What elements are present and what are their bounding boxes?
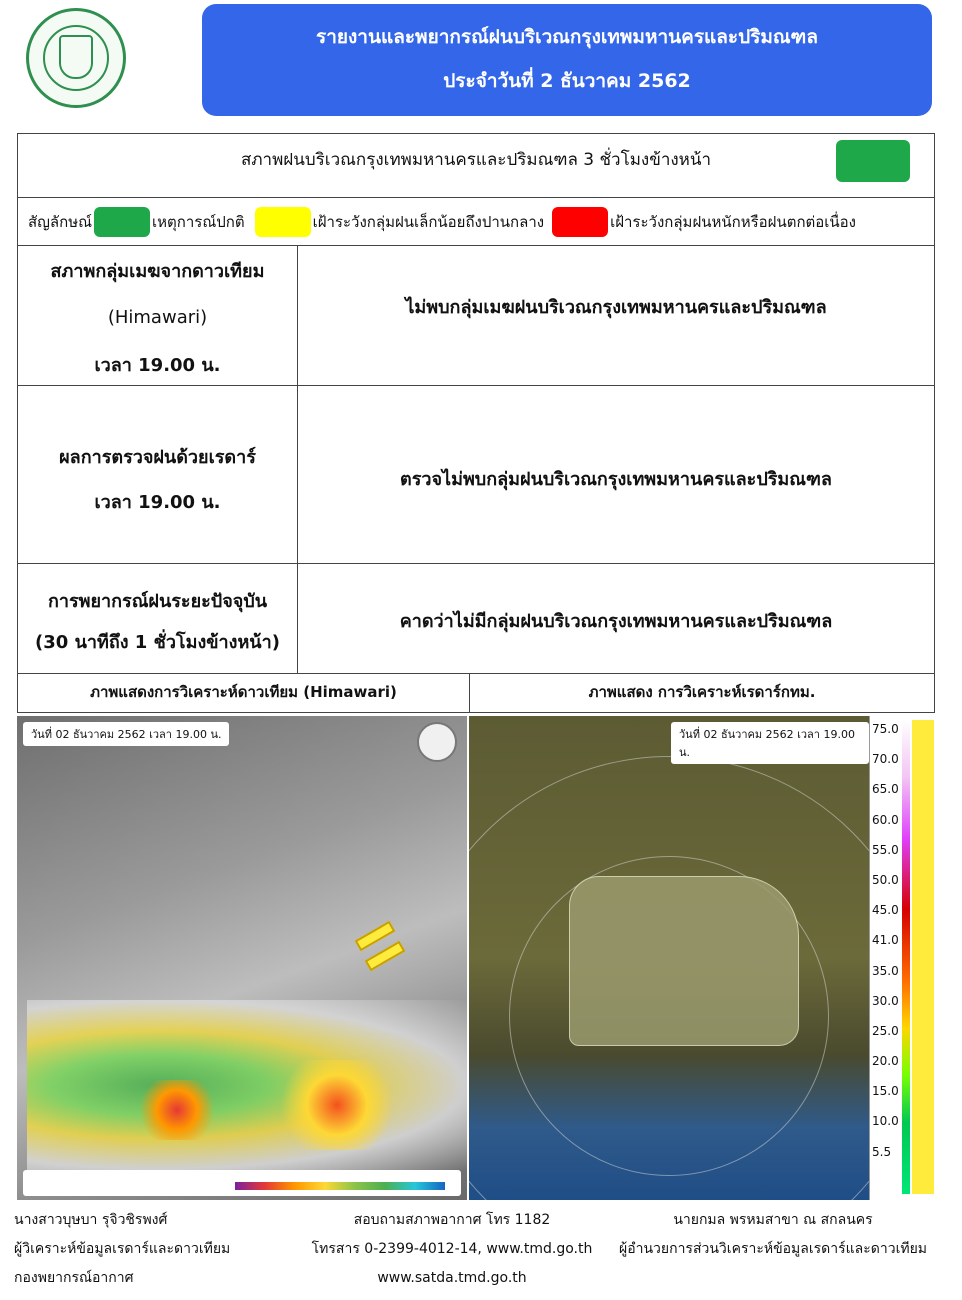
footer-director [608, 1206, 938, 1264]
scale-tick: 20.0 [872, 1054, 899, 1069]
satellite-label-line2: (Himawari) [107, 307, 208, 328]
scale-tick: 60.0 [872, 812, 899, 827]
satellite-image-heading: ภาพแสดงการวิเคราะห์ดาวเทียม (Himawari) [18, 674, 470, 712]
satellite-value [298, 246, 934, 385]
legend-label-moderate: เฝ้าระวังกลุ่มฝนเล็กน้อยถึงปานกลาง [312, 212, 545, 231]
radar-image-heading: ภาพแสดง การวิเคราะห์เรดาร์กทม. [588, 683, 816, 701]
satellite-label [18, 246, 298, 385]
title-banner [202, 4, 932, 116]
nowcast-value [298, 564, 934, 673]
satellite-value-text: ไม่พบกลุ่มเมฆฝนบริเวณกรุงเทพมหานครและปริมณฑล [405, 297, 827, 318]
scale-tick: 41.0 [872, 933, 899, 948]
legend-row [18, 198, 934, 246]
analyst-title: ผู้วิเคราะห์ข้อมูลเรดาร์และดาวเทียม [14, 1241, 231, 1257]
tmd-logo [26, 8, 126, 108]
scale-tick: 30.0 [872, 993, 899, 1008]
report-date: ประจำวันที่ 2 ธันวาคม 2562 [443, 70, 691, 92]
radar-row [18, 386, 934, 564]
radar-value-text: ตรวจไม่พบกลุ่มฝนบริเวณกรุงเทพมหานครและปริมณฑล [400, 469, 832, 490]
image-heading-row [18, 674, 934, 712]
satellite-seal-icon [417, 722, 457, 762]
satellite-temperature-scale [235, 1182, 445, 1190]
radar-value [298, 386, 934, 563]
scale-tick: 10.0 [872, 1114, 899, 1129]
legend-swatch-red [552, 207, 608, 237]
contact-website: www.satda.tmd.go.th [377, 1270, 527, 1286]
radar-image [469, 716, 869, 1200]
nowcast-row [18, 564, 934, 674]
legend-swatch-yellow [255, 207, 311, 237]
image-panels [17, 716, 935, 1200]
scale-tick: 55.0 [872, 842, 899, 857]
radar-intensity-labels [912, 720, 934, 1194]
satellite-image-date: วันที่ 02 ธันวาคม 2562 เวลา 19.00 น. [23, 722, 229, 746]
scale-tick: 75.0 [872, 722, 899, 736]
scale-tick: 65.0 [872, 782, 899, 797]
satellite-row [18, 246, 934, 386]
status-indicator-green [836, 140, 910, 182]
contact-fax: โทรสาร 0-2399-4012-14, www.tmd.go.th [311, 1241, 593, 1257]
footer-analyst [14, 1206, 230, 1293]
radar-dbz-scale [869, 716, 935, 1200]
scale-tick: 50.0 [872, 872, 899, 887]
satellite-label-line1: สภาพกลุ่มเมฆจากดาวเทียม [50, 261, 265, 282]
analyst-name: นางสาวบุษบา รุจิวชิรพงศ์ [14, 1212, 168, 1228]
radar-color-bar [902, 720, 910, 1194]
status-heading: สภาพฝนบริเวณกรุงเทพมหานครและปริมณฑล 3 ชั่วโมงข้างหน้า [240, 150, 712, 170]
heavy-cloud-area-2 [277, 1060, 397, 1150]
footer-contact [292, 1206, 612, 1293]
scale-tick: 5.5 [872, 1144, 892, 1159]
radar-label-time: เวลา 19.00 น. [94, 492, 221, 513]
radar-scale-ticks [872, 722, 900, 1175]
nowcast-label [18, 564, 298, 673]
scale-tick: 45.0 [872, 903, 899, 918]
nowcast-value-text: คาดว่าไม่มีกลุ่มฝนบริเวณกรุงเทพมหานครและปริมณฑล [399, 611, 833, 632]
satellite-image [17, 716, 467, 1200]
bangkok-district-map [569, 876, 799, 1046]
report-table [17, 133, 935, 713]
legend-label-normal: เหตุการณ์ปกติ [152, 212, 245, 231]
heavy-cloud-area [137, 1080, 217, 1140]
rain-cloud-area [27, 1000, 467, 1170]
legend-swatch-green [94, 207, 150, 237]
scale-tick: 35.0 [872, 963, 899, 978]
status-row [18, 134, 934, 198]
satellite-label-time: เวลา 19.00 น. [94, 355, 221, 376]
radar-image-date: วันที่ 02 ธันวาคม 2562 เวลา 19.00 น. [671, 722, 869, 764]
logo-emblem-icon [59, 35, 93, 79]
legend-prefix: สัญลักษณ์ [28, 212, 93, 231]
report-title: รายงานและพยากรณ์ฝนบริเวณกรุงเทพมหานครและปริมณฑล [316, 26, 818, 48]
radar-label-line1: ผลการตรวจฝนด้วยเรดาร์ [59, 447, 256, 468]
radar-label [18, 386, 298, 563]
nowcast-label-line2: (30 นาทีถึง 1 ชั่วโมงข้างหน้า) [35, 632, 280, 653]
scale-tick: 15.0 [872, 1084, 899, 1099]
scale-tick: 25.0 [872, 1023, 899, 1038]
nowcast-label-line1: การพยากรณ์ฝนระยะปัจจุบัน [47, 591, 268, 612]
contact-phone: สอบถามสภาพอากาศ โทร 1182 [353, 1212, 551, 1228]
legend-label-heavy: เฝ้าระวังกลุ่มฝนหนักหรือฝนตกต่อเนื่อง [610, 212, 856, 231]
scale-tick: 70.0 [872, 752, 899, 767]
director-name: นายกมล พรหมสาขา ณ สกลนคร [673, 1212, 873, 1228]
analyst-division: กองพยากรณ์อากาศ [14, 1270, 134, 1286]
director-title: ผู้อำนวยการส่วนวิเคราะห์ข้อมูลเรดาร์และดาวเทียม [618, 1241, 928, 1257]
